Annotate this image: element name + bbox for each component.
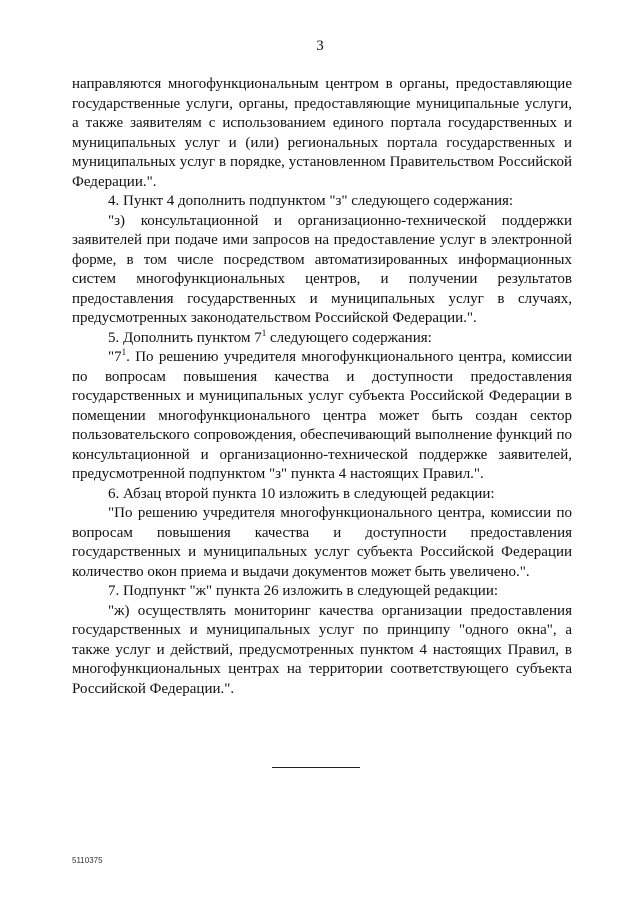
paragraph-continuation: направляются многофункциональным центром в органы, предоставляющие государственные услуги, органы, предоставляющие муниципальные услуги, а также заявителям с использованием единого портала государственных и муниципальных услуг и (или) региональных портала государственных и муниципальных услуг в порядке, установленном Правительством Российской Федерации.". [72, 76, 572, 190]
paragraph-item-5-text-rest: следующего содержания: [266, 329, 432, 346]
paragraph-item-5 [72, 329, 572, 349]
paragraph-item-7-1 [72, 348, 572, 485]
paragraph-item-7-1-text: . По решению учредителя многофункционального центра, комиссии по вопросам повышения качества и доступности предоставления государственных и муниципальных услуг субъекта Российской Федерации в помещении многофункционального центра может быть создан сектор пользовательского сопровождения, обеспечивающий выполнение функций по консультационной и организационно-технической поддержке заявителей, предусмотренной подпунктом "з" пункта 4 настоящих Правил.". [72, 349, 572, 482]
paragraph-subitem-z: "з) консультационной и организационно-технической поддержки заявителей при подаче ими запросов на предоставление услуг в электронной форме, в том числе посредством автоматизированных информационных систем многофункциональных центров, и получении результатов предоставления государственных и муниципальных услуг в случаях, предусмотренных законодательством Российской Федерации.". [72, 212, 572, 326]
document-body [72, 75, 572, 699]
paragraph-item-7: 7. Подпункт "ж" пункта 26 изложить в следующей редакции: [108, 583, 499, 599]
paragraph-item-4: 4. Пункт 4 дополнить подпунктом "з" следующего содержания: [108, 193, 514, 209]
paragraph-subitem-zh: "ж) осуществлять мониторинг качества организации предоставления государственных и муниципальных услуг по принципу "одного окна", а также услуг и действий, предусмотренных пунктом 4 настоящих Правил, в многофункциональных центрах на территории соответствующего субъекта Российской Федерации.". [72, 602, 572, 697]
end-of-text-rule [272, 767, 360, 768]
paragraph-item-7-1-number: "7 [108, 349, 122, 365]
superscript-mark: 1 [261, 327, 267, 338]
document-code: 5110375 [72, 856, 103, 865]
paragraph-quote-item-10: "По решению учредителя многофункционального центра, комиссии по вопросам повышения качества и доступности предоставления государственных и муниципальных услуг субъекта Российской Федерации количество окон приема и выдачи документов может быть увеличено.". [72, 505, 572, 580]
page-number: 3 [316, 38, 324, 54]
paragraph-item-5-text: 5. Дополнить пунктом 7 [108, 329, 262, 346]
paragraph-item-6: 6. Абзац второй пункта 10 изложить в следующей редакции: [108, 485, 495, 502]
superscript-mark: 1 [121, 347, 127, 357]
